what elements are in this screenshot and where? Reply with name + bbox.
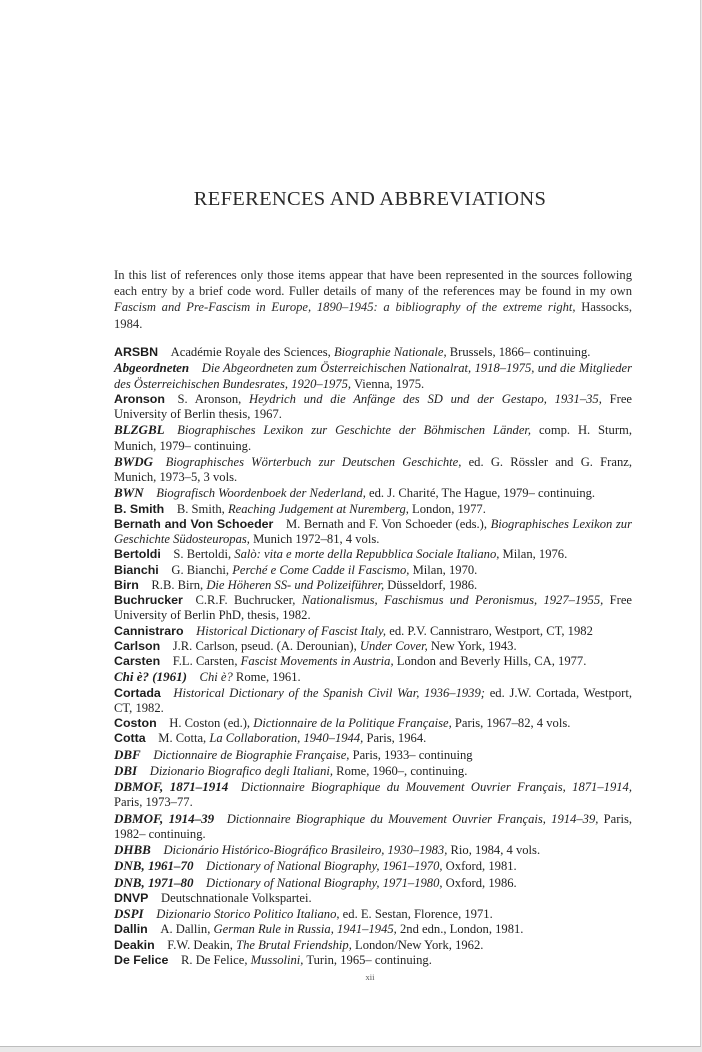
- reference-title: Mussolini,: [250, 952, 304, 967]
- reference-entry: [114, 639, 632, 654]
- reference-code: Buchrucker: [114, 593, 183, 607]
- reference-text: Paris, 1933– continuing: [349, 747, 473, 762]
- reference-entry: [114, 686, 632, 717]
- reference-text: ed. P.V. Cannistraro, Westport, CT, 1982: [386, 623, 593, 638]
- reference-title: Dicionário Histórico-Biográfico Brasileiro, 1930–1983,: [163, 843, 448, 857]
- reference-code: Bertoldi: [114, 547, 161, 562]
- reference-title: Biographie Nationale,: [333, 345, 447, 359]
- reference-entry: [114, 654, 632, 669]
- reference-title: Under Cover,: [359, 638, 428, 653]
- reference-text: B. Smith,: [176, 501, 228, 516]
- reference-code: DNB, 1971–80: [114, 874, 194, 890]
- reference-text: J.R. Carlson, pseud. (A. Derounian),: [172, 638, 360, 653]
- reference-text: Oxford, 1981.: [442, 859, 517, 874]
- page-title: REFERENCES AND ABBREVIATIONS: [193, 188, 547, 210]
- reference-title: Historical Dictionary of Fascist Italy,: [196, 623, 387, 638]
- reference-text: R.B. Birn,: [151, 577, 207, 592]
- reference-entry: [114, 360, 632, 392]
- reference-entry: [114, 938, 632, 953]
- intro-text: In this list of references only those items appear that have been represented in the sources following each entry by a brief code word. Fuller details of many of the references may be found in my own: [114, 268, 632, 299]
- reference-title: Die Höheren SS- und Polizeiführer,: [206, 577, 385, 592]
- reference-title: Dictionary of National Biography, 1961–1970,: [206, 859, 443, 874]
- reference-text: C.R.F. Buchrucker,: [195, 593, 302, 607]
- reference-text: Rome, 1961.: [232, 670, 301, 685]
- reference-title: Chi è?: [199, 670, 233, 685]
- reference-title: Dictionary of National Biography, 1971–1980,: [206, 875, 443, 890]
- reference-code: BLZGBL: [114, 422, 165, 438]
- reference-title: Dictionnaire de Biographie Française,: [153, 747, 350, 762]
- reference-code: Coston: [114, 716, 157, 730]
- reference-entry: [114, 716, 632, 731]
- reference-entry: [114, 578, 632, 593]
- reference-code: Cortada: [114, 685, 161, 700]
- reference-text: Rome, 1960–, continuing.: [333, 763, 468, 778]
- reference-text: comp. H. Sturm, Munich, 1979– continuing.: [114, 423, 632, 453]
- reference-entry: [114, 547, 632, 562]
- reference-entry: [114, 763, 632, 779]
- reference-title: Heydrich und die Anfänge des SD und der Gestapo, 1931–35,: [249, 391, 602, 406]
- reference-code: Bernath and Von Schoeder: [114, 516, 274, 531]
- reference-text: Milan, 1970.: [409, 562, 478, 577]
- reference-entry: [114, 842, 632, 858]
- reference-text: Paris, 1973–77.: [114, 795, 193, 810]
- reference-title: Biografisch Woordenboek der Nederland,: [156, 486, 366, 501]
- reference-text: S. Bertoldi,: [173, 547, 235, 562]
- reference-text: Paris, 1964.: [363, 731, 427, 746]
- reference-entry: [114, 454, 632, 486]
- reference-code: DBMOF, 1871–1914: [114, 779, 229, 794]
- reference-entry: [114, 731, 632, 746]
- reference-code: DNB, 1961–70: [114, 858, 194, 874]
- reference-entry: [114, 624, 632, 639]
- reference-text: Vienna, 1975.: [351, 376, 425, 391]
- reference-title: Salò: vita e morte della Repubblica Sociale Italiano,: [234, 547, 500, 562]
- reference-title: Biographisches Lexikon zur Geschichte der Böhmischen Länder,: [177, 423, 532, 438]
- reference-text: ed. G. Rössler and G. Franz, Munich, 1973–5, 3 vols.: [114, 454, 632, 484]
- reference-text: London/New York, 1962.: [351, 937, 484, 952]
- reference-title: Die Abgeordneten zum Österreichischen Nationalrat, 1918–1975, und die Mitglieder des Österreichischen Bundesrates, 1920–1975,: [114, 361, 632, 391]
- reference-entry: [114, 811, 632, 843]
- reference-text: A. Dallin,: [160, 922, 214, 937]
- reference-text: Deutschnationale Volkspartei.: [161, 890, 312, 905]
- reference-title: German Rule in Russia, 1941–1945,: [213, 922, 397, 937]
- reference-text: Free University of Berlin thesis, 1967.: [114, 391, 633, 421]
- reference-code: Chi è? (1961): [114, 669, 187, 685]
- reference-entry: [114, 422, 632, 454]
- reference-text: R. De Felice,: [181, 952, 251, 967]
- reference-text: H. Coston (ed.),: [169, 716, 254, 730]
- reference-title: Biographisches Wörterbuch zur Deutschen Geschichte,: [165, 454, 462, 469]
- reference-entry: [114, 779, 632, 811]
- reference-text: London, 1977.: [408, 501, 486, 516]
- reference-title: Biographisches Lexikon zur Geschichte Südosteuropas,: [114, 516, 632, 546]
- reference-text: London and Beverly Hills, CA, 1977.: [393, 654, 587, 668]
- reference-title: The Brutal Friendship,: [236, 937, 352, 952]
- reference-code: Cotta: [114, 731, 146, 746]
- reference-text: Milan, 1976.: [499, 547, 568, 562]
- reference-code: DBMOF, 1914–39: [114, 810, 215, 826]
- reference-text: M. Cotta,: [158, 731, 210, 746]
- reference-title: Nationalismus, Faschismus und Peronismus, 1927–1955,: [301, 593, 604, 607]
- reference-entry: [114, 502, 632, 517]
- reference-entry: [114, 485, 632, 501]
- page-number: xii: [365, 972, 375, 982]
- reference-code: ARSBN: [114, 345, 159, 359]
- reference-title: Dictionnaire de la Politique Française,: [253, 716, 452, 730]
- reference-title: La Collaboration, 1940–1944,: [209, 731, 364, 746]
- intro-paragraph: [114, 267, 632, 332]
- reference-code: Abgeordneten: [114, 360, 190, 376]
- reference-entry: [114, 875, 632, 891]
- reference-text: Düsseldorf, 1986.: [384, 577, 478, 592]
- reference-text: 2nd edn., London, 1981.: [396, 922, 524, 937]
- reference-entry: [114, 392, 632, 423]
- reference-text: Paris, 1982– continuing.: [114, 811, 632, 841]
- reference-title: Dictionnaire Biographique du Mouvement Ouvrier Français, 1914–39,: [226, 811, 599, 826]
- reference-title: Dizionario Biografico degli Italiani,: [149, 763, 334, 778]
- reference-text: G. Bianchi,: [171, 562, 233, 577]
- reference-code: Aronson: [114, 391, 165, 406]
- intro-book-title: Fascism and Pre-Fascism in Europe, 1890–1945: a bibliography of the extreme right,: [114, 300, 576, 315]
- reference-entry: [114, 922, 632, 937]
- reference-text: Académie Royale des Sciences,: [170, 345, 334, 359]
- reference-entry: [114, 345, 632, 360]
- reference-code: Deakin: [114, 937, 155, 952]
- reference-code: De Felice: [114, 952, 169, 967]
- reference-title: Dizionario Storico Politico Italiano,: [156, 907, 340, 921]
- reference-entry: [114, 906, 632, 922]
- reference-code: DBI: [114, 762, 138, 778]
- reference-title: Fascist Movements in Austria,: [240, 654, 394, 668]
- reference-code: DNVP: [114, 890, 149, 905]
- reference-entry: [114, 953, 632, 968]
- reference-code: Carsten: [114, 654, 161, 668]
- reference-code: DHBB: [114, 842, 151, 857]
- reference-entry: [114, 747, 632, 763]
- reference-list: [114, 345, 632, 968]
- reference-entry: [114, 669, 632, 685]
- reference-text: New York, 1943.: [427, 638, 517, 653]
- reference-text: Brussels, 1866– continuing.: [446, 345, 591, 359]
- reference-text: ed. J. Charité, The Hague, 1979– continuing.: [365, 486, 596, 501]
- reference-code: Cannistraro: [114, 623, 184, 638]
- reference-text: Paris, 1967–82, 4 vols.: [451, 716, 571, 730]
- reference-title: Perché e Come Cadde il Fascismo,: [232, 562, 410, 577]
- reference-code: Dallin: [114, 922, 148, 937]
- reference-text: Rio, 1984, 4 vols.: [447, 843, 541, 857]
- reference-code: Carlson: [114, 638, 161, 653]
- reference-text: Munich 1972–81, 4 vols.: [249, 532, 380, 546]
- reference-code: Bianchi: [114, 562, 159, 577]
- reference-entry: [114, 891, 632, 906]
- reference-title: Historical Dictionary of the Spanish Civil War, 1936–1939;: [173, 685, 485, 700]
- reference-entry: [114, 858, 632, 874]
- reference-text: ed. J.W. Cortada, Westport, CT, 1982.: [114, 685, 632, 715]
- reference-text: ed. E. Sestan, Florence, 1971.: [339, 907, 493, 921]
- reference-text: F.W. Deakin,: [167, 937, 237, 952]
- reference-code: B. Smith: [114, 501, 165, 516]
- reference-code: Birn: [114, 577, 139, 592]
- reference-entry: [114, 593, 632, 624]
- reference-code: DBF: [114, 746, 141, 762]
- reference-code: DSPI: [114, 906, 144, 921]
- reference-entry: [114, 517, 632, 548]
- reference-code: BWDG: [114, 453, 154, 469]
- reference-title: Dictionnaire Biographique du Mouvement Ouvrier Français, 1871–1914,: [240, 780, 632, 794]
- intro-text-end: Hassocks, 1984.: [114, 300, 632, 331]
- reference-text: F.L. Carsten,: [172, 654, 241, 668]
- reference-text: Free University of Berlin PhD, thesis, 1982.: [114, 593, 632, 623]
- reference-text: Turin, 1965– continuing.: [303, 952, 432, 967]
- reference-text: Oxford, 1986.: [442, 875, 517, 890]
- reference-entry: [114, 563, 632, 578]
- reference-text: S. Aronson,: [177, 391, 250, 406]
- reference-code: BWN: [114, 485, 144, 501]
- reference-text: M. Bernath and F. Von Schoeder (eds.),: [285, 516, 491, 531]
- reference-title: Reaching Judgement at Nuremberg,: [227, 501, 409, 516]
